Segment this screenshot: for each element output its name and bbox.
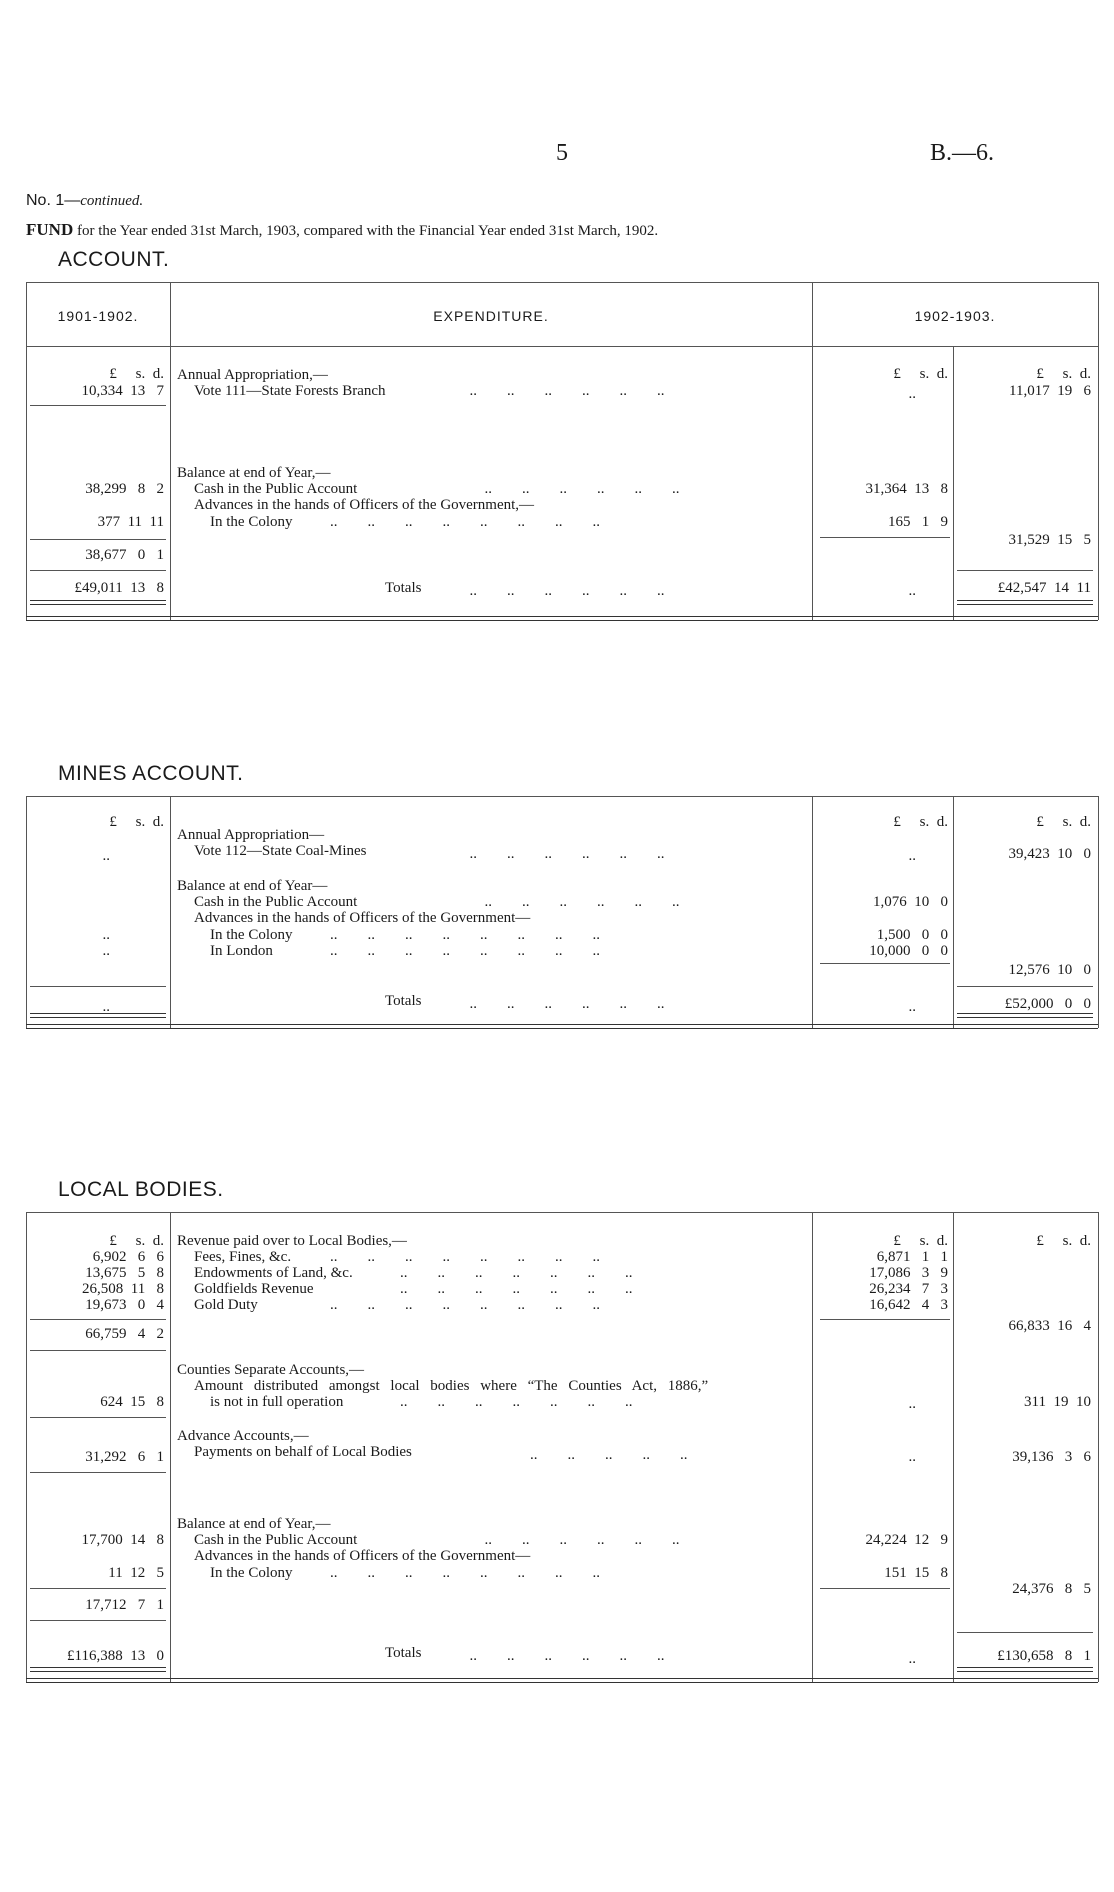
fund-label: FUND <box>26 220 74 239</box>
counties-prev: 624 15 8 <box>100 1394 164 1410</box>
vote-111-label: Vote 111—State Forests Branch <box>194 383 386 399</box>
col-header-expenditure: EXPENDITURE. <box>433 308 549 324</box>
fees-label: Fees, Fines, &c. <box>194 1249 292 1265</box>
balance-heading: Balance at end of Year,— <box>177 465 331 481</box>
table-number-line <box>26 192 143 210</box>
local-unit-right: £ s. d. <box>1036 1233 1091 1249</box>
mines-unit-prev: £ s. d. <box>109 814 164 830</box>
counties-line-2: is not in full operation <box>210 1394 344 1410</box>
balance-cur: 31,529 15 5 <box>1008 532 1091 548</box>
vote-111-mid: .. <box>908 386 916 402</box>
mines-cash-label: Cash in the Public Account <box>194 894 358 910</box>
balance-prev: 38,677 0 1 <box>85 547 164 563</box>
mines-totals-cur: £52,000 0 0 <box>1004 996 1091 1012</box>
local-cash-mid: 24,224 12 9 <box>865 1532 948 1548</box>
totals-cur: £42,547 14 11 <box>997 580 1091 596</box>
advance-accounts-heading: Advance Accounts,— <box>177 1428 309 1444</box>
fund-heading <box>26 220 658 240</box>
goldfields-prev: 26,508 11 8 <box>82 1281 164 1297</box>
mines-colony-label: In the Colony <box>210 927 293 943</box>
colony-label: In the Colony <box>210 514 293 530</box>
gold-duty-mid: 16,642 4 3 <box>869 1297 948 1313</box>
mines-london-prev: .. <box>102 943 110 959</box>
mines-totals-mid: .. <box>908 999 916 1015</box>
mines-colony-mid: 1,500 0 0 <box>876 927 948 943</box>
col-header-1901-1902: 1901-1902. <box>57 308 139 324</box>
colony-prev: 377 11 11 <box>97 514 164 530</box>
mines-totals-prev: .. <box>102 999 110 1015</box>
cash-label: Cash in the Public Account <box>194 481 358 497</box>
goldfields-mid: 26,234 7 3 <box>869 1281 948 1297</box>
cash-prev: 38,299 8 2 <box>85 481 164 497</box>
local-advances-label: Advances in the hands of Officers of the Government— <box>194 1548 531 1564</box>
document-reference: B.—6. <box>930 140 995 166</box>
mines-unit-mid: £ s. d. <box>893 814 948 830</box>
local-totals-mid: .. <box>908 1651 916 1667</box>
mines-vote-mid: .. <box>908 848 916 864</box>
vote-111-cur: 11,017 19 6 <box>1009 383 1091 399</box>
mines-colony-prev: .. <box>102 927 110 943</box>
local-colony-mid: 151 15 8 <box>884 1565 948 1581</box>
gold-duty-label: Gold Duty <box>194 1297 258 1313</box>
local-balance-cur: 24,376 8 5 <box>1012 1581 1091 1597</box>
mines-vote-label: Vote 112—State Coal-Mines <box>194 843 367 859</box>
vote-111-prev: 10,334 13 7 <box>81 383 164 399</box>
counties-mid: .. <box>908 1396 916 1412</box>
totals-mid: .. <box>908 583 916 599</box>
advance-accounts-prev: 31,292 6 1 <box>85 1449 164 1465</box>
annual-appropriation-heading: Annual Appropriation,— <box>177 367 328 383</box>
revenue-prev: 66,759 4 2 <box>85 1326 164 1342</box>
local-balance-heading: Balance at end of Year,— <box>177 1516 331 1532</box>
counties-cur: 311 19 10 <box>1024 1394 1091 1410</box>
local-unit-prev: £ s. d. <box>109 1233 164 1249</box>
advances-label: Advances in the hands of Officers of the Government,— <box>194 497 535 513</box>
mines-totals-label: Totals <box>385 993 422 1009</box>
goldfields-label: Goldfields Revenue <box>194 1281 314 1297</box>
fund-description: for the Year ended 31st March, 1903, compared with the Financial Year ended 31st March, 1902. <box>76 223 659 239</box>
unit-right: £ s. d. <box>1036 366 1091 382</box>
advance-accounts-cur: 39,136 3 6 <box>1012 1449 1091 1465</box>
gold-duty-prev: 19,673 0 4 <box>85 1297 164 1313</box>
continued-label: continued. <box>80 193 144 209</box>
mines-cash-mid: 1,076 10 0 <box>873 894 948 910</box>
endowments-mid: 17,086 3 9 <box>869 1265 948 1281</box>
local-cash-prev: 17,700 14 8 <box>81 1532 164 1548</box>
page-number: 5 <box>556 140 568 166</box>
endowments-label: Endowments of Land, &c. <box>194 1265 353 1281</box>
revenue-cur: 66,833 16 4 <box>1008 1318 1091 1334</box>
advance-accounts-label: Payments on behalf of Local Bodies <box>194 1444 412 1460</box>
local-colony-label: In the Colony <box>210 1565 293 1581</box>
mines-london-mid: 10,000 0 0 <box>869 943 948 959</box>
local-unit-mid: £ s. d. <box>893 1233 948 1249</box>
mines-account-title: MINES ACCOUNT. <box>58 762 244 785</box>
unit-prev: £ s. d. <box>109 366 164 382</box>
local-bodies-title: LOCAL BODIES. <box>58 1178 224 1201</box>
local-colony-prev: 11 12 5 <box>108 1565 164 1581</box>
totals-label: Totals <box>385 580 422 596</box>
mines-unit-right: £ s. d. <box>1036 814 1091 830</box>
account-section-title: ACCOUNT. <box>58 248 170 271</box>
unit-mid: £ s. d. <box>893 366 948 382</box>
mines-advances-label: Advances in the hands of Officers of the Government— <box>194 910 531 926</box>
local-totals-prev: £116,388 13 0 <box>67 1648 164 1664</box>
cash-mid: 31,364 13 8 <box>865 481 948 497</box>
endowments-prev: 13,675 5 8 <box>85 1265 164 1281</box>
counties-line-1: Amount distributed amongst local bodies where “The Counties Act, 1886,” <box>194 1378 709 1394</box>
local-totals-cur: £130,658 8 1 <box>997 1648 1091 1664</box>
local-balance-prev: 17,712 7 1 <box>85 1597 164 1613</box>
mines-annual-heading: Annual Appropriation— <box>177 827 325 843</box>
totals-prev: £49,011 13 8 <box>74 580 164 596</box>
col-header-1902-1903: 1902-1903. <box>914 308 996 324</box>
local-cash-label: Cash in the Public Account <box>194 1532 358 1548</box>
mines-london-label: In London <box>210 943 273 959</box>
local-totals-label: Totals <box>385 1645 422 1661</box>
mines-vote-prev: .. <box>102 848 110 864</box>
revenue-heading: Revenue paid over to Local Bodies,— <box>177 1233 407 1249</box>
colony-mid: 165 1 9 <box>888 514 948 530</box>
mines-balance-cur: 12,576 10 0 <box>1008 962 1091 978</box>
mines-balance-heading: Balance at end of Year— <box>177 878 328 894</box>
advance-accounts-mid: .. <box>908 1449 916 1465</box>
table-number: No. 1— <box>26 192 81 209</box>
fees-prev: 6,902 6 6 <box>92 1249 164 1265</box>
mines-vote-cur: 39,423 10 0 <box>1008 846 1091 862</box>
counties-heading: Counties Separate Accounts,— <box>177 1362 365 1378</box>
fees-mid: 6,871 1 1 <box>876 1249 948 1265</box>
